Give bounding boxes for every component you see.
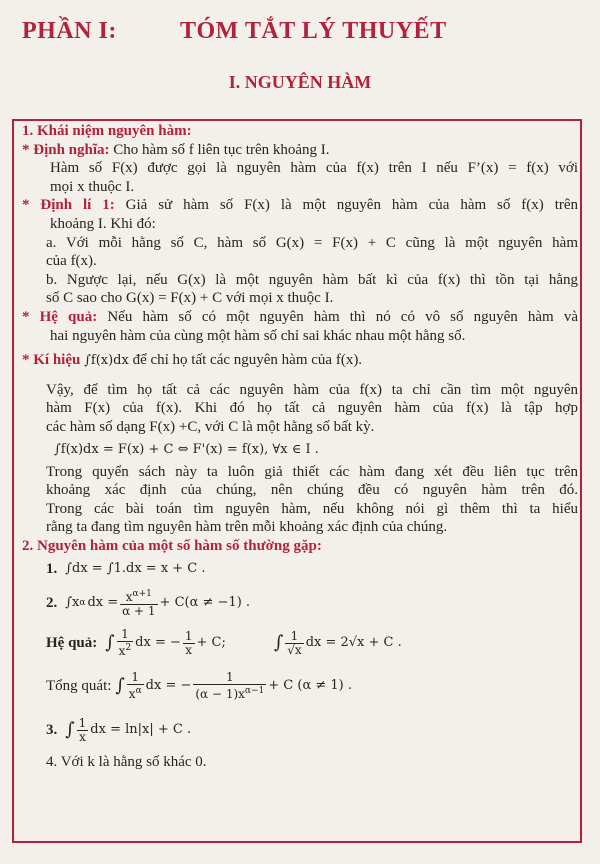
theorem-line-2: khoảng I. Khi đó: — [50, 215, 156, 232]
section1-heading: 1. Khái niệm nguyên hàm: — [22, 123, 192, 139]
notation-line — [22, 351, 578, 371]
formula-2-num-base: x — [125, 590, 133, 605]
corollary-b-int: ∫ — [273, 632, 284, 654]
corollary-b-num: 1 — [285, 630, 303, 644]
section-title: I. NGUYÊN HÀM — [228, 72, 372, 92]
formula-3-fraction — [77, 717, 89, 744]
corollary-a-mid: dx = − — [135, 635, 181, 651]
corollary-a-den2: x — [185, 642, 193, 657]
corollary-label: * Hệ quả: — [22, 308, 98, 325]
theorem-b-line-2: số C sao cho G(x) = F(x) + C với mọi x thuộc I. — [46, 290, 334, 307]
formula-3 — [22, 709, 578, 751]
corollary-a-den-base: x — [118, 644, 126, 659]
notation-text: để chỉ họ tất các nguyên hàm của f(x). — [128, 352, 363, 369]
formula-4-line: 4. Với k là hằng số khác 0. — [46, 754, 207, 771]
corollary-a-den-exp: 2 — [125, 643, 132, 654]
equivalence-formula: ∫f(x)dx = F(x) + C ⇔ F'(x) = f(x), ∀x ∈ I . — [54, 441, 319, 457]
theorem-text: Giả sử hàm số F(x) là một nguyên hàm của hàm số f(x) trên — [114, 197, 579, 214]
general-label: Tổng quát: — [46, 678, 112, 695]
theorem-a-line-2: của f(x). — [46, 253, 97, 270]
general-mid: dx = − — [145, 678, 192, 694]
formula-1 — [22, 555, 578, 583]
general-end: + C (α ≠ 1) . — [268, 678, 353, 694]
content-body — [22, 122, 578, 773]
corollary-a-fraction-2 — [183, 630, 195, 657]
formula-3-end: dx = ln|x| + C . — [90, 722, 192, 738]
corollary-a-end: + C; — [196, 635, 226, 651]
corollary-b-den: √x — [287, 642, 302, 657]
paragraph1-line-2: hàm F(x) của f(x). Khi đó họ tất cả nguyên hàm của f(x) là tập hợp — [46, 400, 578, 417]
general-fraction — [127, 671, 144, 701]
general-den2-a: (α − 1)x — [195, 687, 245, 702]
paragraph2-line-1: Trong quyển sách này ta luôn giả thiết các hàm đang xét đều liên tục trên — [46, 463, 578, 480]
general-int: ∫ — [115, 675, 125, 697]
general-den-base: x — [128, 687, 136, 702]
section2-heading: 2. Nguyên hàm của một số hàm số thường gặp: — [22, 537, 322, 554]
formula-2-exponent: α — [79, 598, 86, 609]
corollary2-label: Hệ quả: — [46, 635, 98, 652]
definition-text: Cho hàm số f liên tục trên khoảng I. — [109, 141, 330, 158]
part-title: TÓM TẮT LÝ THUYẾT — [180, 18, 447, 44]
formula-2-label: 2. — [46, 595, 58, 612]
corollary-a-int: ∫ — [105, 632, 115, 654]
formula-2-den: α + 1 — [122, 604, 156, 619]
formula-2-dx: dx = — [87, 595, 119, 611]
definition-line-2: Hàm số F(x) được gọi là nguyên hàm của f(x) trên I nếu F’(x) = f(x) với — [50, 160, 578, 177]
theorem-b-line-1: b. Ngược lại, nếu G(x) là một nguyên hàm bất kì của f(x) thì tồn tại hằng — [46, 271, 578, 288]
general-den2-exp: α−1 — [244, 686, 265, 697]
general-num: 1 — [127, 671, 144, 685]
formula-2 — [22, 583, 578, 623]
corollary-b-fraction — [285, 630, 303, 657]
notation-expression: ∫f(x)dx — [84, 353, 129, 369]
general-formula — [22, 663, 578, 709]
formula-2-fraction — [120, 588, 157, 618]
page-header — [0, 10, 600, 50]
corollary-formulas — [22, 623, 578, 663]
paragraph1-line-1: Vậy, để tìm họ tất cả các nguyên hàm của f(x) ta chỉ cần tìm một nguyên — [46, 381, 578, 398]
corollary-line-2: hai nguyên hàm của cùng một hàm số chỉ sai khác nhau một hằng số. — [50, 327, 466, 344]
corollary-a-fraction — [117, 628, 134, 658]
formula-1-label: 1. — [46, 561, 58, 578]
theorem-line — [22, 196, 578, 215]
general-den-exp: α — [135, 686, 142, 697]
formula-3-int: ∫ — [65, 719, 75, 741]
corollary-line — [22, 308, 578, 327]
part-label: PHẦN I: — [22, 18, 117, 44]
corollary-a-num: 1 — [117, 628, 134, 642]
notation-label: * Kí hiệu — [22, 352, 81, 369]
formula-1-expr: ∫dx = ∫1.dx = x + C . — [65, 561, 206, 577]
paragraph1-line-3: các hàm số dạng F(x) +C, với C là một hằng số bất kỳ. — [46, 418, 375, 435]
formula-2-left: ∫x — [65, 595, 80, 611]
general-fraction-2 — [193, 671, 266, 701]
corollary-a-num2: 1 — [184, 628, 193, 643]
paragraph2-line-3: Trong các bài toán tìm nguyên hàm, nếu không nói gì thêm thì ta hiểu — [46, 500, 578, 517]
theorem-a-line-1: a. Với mỗi hằng số C, hàm số G(x) = F(x) + C cũng là một nguyên hàm — [46, 234, 578, 251]
formula-2-num-exp: α+1 — [132, 589, 152, 600]
formula-3-den: x — [79, 729, 86, 744]
formula-2-right: + C(α ≠ −1) . — [159, 595, 251, 611]
formula-3-label: 3. — [46, 722, 58, 739]
corollary-text: Nếu hàm số có một nguyên hàm thì nó có vô số nguyên hàm và — [97, 308, 578, 325]
general-num2: 1 — [193, 671, 266, 685]
theorem-label: * Định lí 1: — [22, 197, 115, 214]
definition-line — [22, 141, 578, 160]
definition-line-3: mọi x thuộc I. — [50, 178, 135, 195]
corollary-b-end: dx = 2√x + C . — [305, 635, 402, 651]
paragraph2-line-4: rằng ta đang tìm nguyên hàm trên mỗi khoảng xác định của chúng. — [46, 519, 448, 536]
definition-label: * Định nghĩa: — [22, 141, 110, 158]
formula-3-num: 1 — [78, 715, 87, 730]
paragraph2-line-2: khoảng xác định của chúng, nên chúng đều có nguyên hàm trên đó. — [46, 482, 578, 499]
